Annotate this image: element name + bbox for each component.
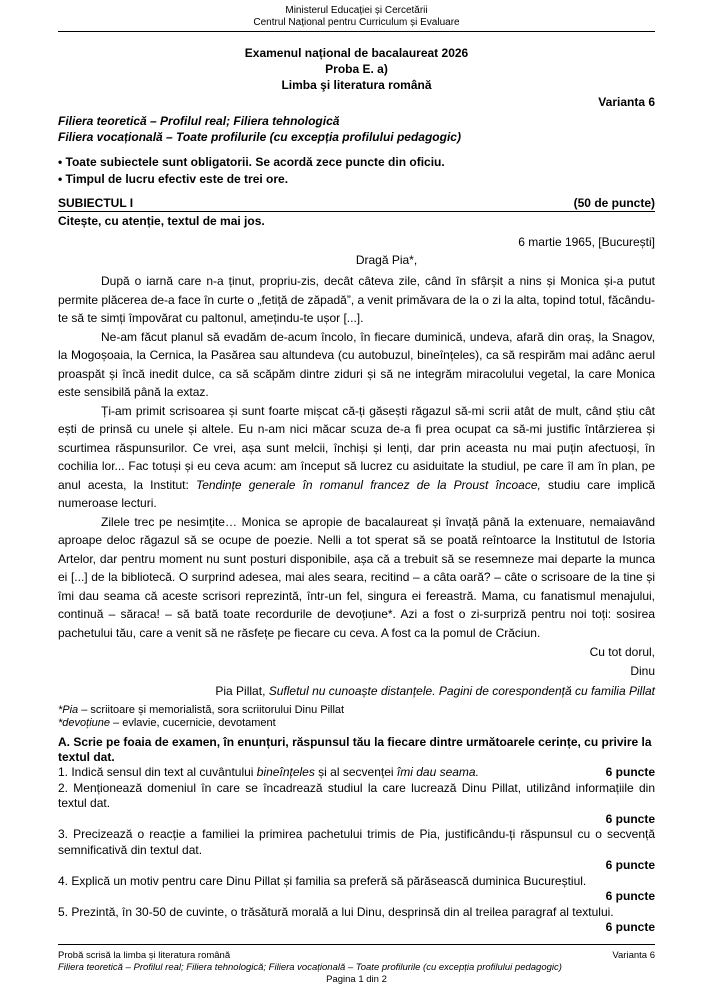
text-source — [58, 683, 655, 700]
rule-item: • Toate subiectele sunt obligatorii. Se acordă zece puncte din oficiu. — [58, 155, 445, 169]
source-work: Sufletul nu cunoaște distanțele. Pagini de corespondență cu familia Pillat — [268, 684, 655, 698]
general-rules — [58, 154, 655, 188]
letter-paragraph: Ne-am făcut planul să evadăm de-acum încolo, în fiecare duminică, undeva, afară din oraș, la Snagov, la Mogoșoaia, la Cernica, la Pasărea sau altundeva (cu autobuzul, bineînțeles), ca să respirăm mai adânc aerul proaspăt și încă inedit dulce, ca să scăpăm dintre ziduri și să ne integrăm miracolului vegetal, la care Monica este sensibilă până la extaz. — [58, 329, 655, 399]
exam-title-block — [58, 45, 655, 93]
footer-subject: Probă scrisă la limba și literatura română — [58, 950, 231, 961]
letter-paragraph: Zilele trec pe nesimțite… Monica se apropie de bacalaureat și învață până la extenuare, nemaiavând aproape deloc răgazul să se ocupe de poezie. Nelli a tot sperat să se poată reîntoarce la Institutul de Istoria Artelor, dar pentru moment nu sunt posturi disponibile, așa că a trebuit să se resemneze mai departe la munca ei [...] de la bibliotecă. O surprind adesea, mai ales seara, recitind – a câta oară? – câte o scrisoare de la tine și îmi dau seama că aceste scrisori reprezintă, într-un fel, singura ei fereastră. Mama, cu fanatismul menajului, continuă – săraca! – să bată toate recordurile de devoțiune*. Azi a fost o zi-surpriză pentru noi toți: sosirea pachetului tău, care a venit să ne răsfețe pe fiecare cu ceva. A fost ca la pomul de Crăciun. — [58, 514, 655, 640]
footnote — [58, 704, 655, 717]
subject-title: SUBIECTUL I — [58, 196, 134, 210]
requirement-points: 6 puncte — [605, 765, 655, 779]
study-title: Tendințe generale în romanul francez de la Proust încoace, — [195, 477, 541, 492]
exam-page — [58, 0, 655, 936]
letter-closing: Cu tot dorul, — [589, 645, 655, 659]
letter-greeting: Dragă Pia*, — [355, 253, 418, 267]
requirement-item — [58, 905, 655, 936]
center-name: Centrul Național pentru Curriculum și Evaluare — [253, 17, 460, 28]
requirement-text: 4. Explică un motiv pentru care Dinu Pillat și familia sa preferă să părăsească duminica Bucureștiul. — [58, 873, 587, 888]
requirement-text: 2. Menționează domeniul în care se încadrează studiul la care lucrează Dinu Pillat, utilizând informațiile din textul dat. — [58, 780, 655, 810]
exam-title: Examenul național de bacalaureat 2026 — [244, 46, 469, 60]
requirement-item — [58, 781, 655, 828]
requirement-quoted-word: bineînțeles — [256, 765, 315, 779]
letter-signoff — [58, 643, 655, 680]
footnotes — [58, 704, 655, 730]
letter-signature: Dinu — [630, 663, 655, 678]
requirements-title: A. Scrie pe foaia de examen, în enunțuri, răspunsul tău la fiecare dintre următoarele cerințe, cu privire la textul dat. — [58, 735, 652, 764]
footnote-term: *Pia — [58, 704, 79, 716]
requirement-points: 6 puncte — [605, 920, 655, 934]
filiere-block — [58, 113, 655, 145]
letter-paragraph — [58, 402, 655, 513]
requirement-text-part: 1. Indică sensul din text al cuvântului — [58, 765, 257, 779]
page-header — [58, 0, 655, 29]
requirement-item — [58, 827, 655, 874]
requirement-text — [58, 765, 479, 781]
subject-points: (50 de puncte) — [573, 196, 655, 210]
footer-filiere: Filiera teoretică – Profilul real; Filiera tehnologică; Filiera vocațională – Toate profilurile (cu excepția profilului pedagogic) — [58, 962, 562, 973]
header-rule — [58, 31, 655, 32]
filiere-line-2: Filiera vocațională – Toate profilurile (cu excepția profilului pedagogic) — [58, 130, 461, 144]
source-author: Pia Pillat, — [215, 684, 266, 698]
footnote-term: *devoțiune — [58, 717, 110, 729]
requirement-item — [58, 765, 655, 781]
subject-heading — [58, 196, 655, 212]
variant-label: Varianta 6 — [598, 95, 655, 109]
filiere-line-1: Filiera teoretică – Profilul real; Filiera tehnologică — [58, 114, 340, 128]
requirement-text: 5. Prezintă, în 30-50 de cuvinte, o trăsătură morală a lui Dinu, desprinsă din al treilea paragraf al textului. — [58, 904, 614, 919]
page-footer — [58, 944, 655, 986]
footnote — [58, 717, 655, 730]
requirement-text-part: și al secvenței — [314, 765, 397, 779]
footnote-text: – evlavie, cucernicie, devotament — [110, 717, 276, 729]
footer-row — [58, 950, 655, 962]
page-number: Pagina 1 din 2 — [326, 974, 387, 985]
exam-subject: Limba şi literatura română — [281, 78, 432, 92]
study-tail: studiu care implică numeroase lecturi. — [58, 477, 656, 510]
footer-variant: Varianta 6 — [612, 950, 655, 961]
requirement-points: 6 puncte — [605, 811, 655, 826]
letter-paragraph-text: Ți-am primit scrisoarea și sunt foarte mișcat că-ți găsești răgazul să-mi scrii atât de mult, când știu cât ești de prinsă cu unele și altele. Eu n-am nici măcar scuza de-a fi prea ocupat ca să-mi justific întârzierea și scurtimea răspunsurilor. Ce vrei, așa sunt melcii, închiși și lenți, dar prin aceasta nu mai puțin afectuoși, în cochilia lor... Fac totuși și eu ceva acum: am început să lucrez cu asiduitate la studiul, pe care îl am în plan, pe anul acesta, la Institut: — [58, 403, 655, 492]
exam-proba: Proba E. a) — [325, 62, 388, 76]
letter-date: 6 martie 1965, [București] — [518, 235, 655, 249]
requirement-text: 3. Precizează o reacție a familiei la primirea pachetului trimis de Pia, justificându-ți răspunsul cu o secvență semnificativă din textul dat. — [58, 827, 655, 857]
requirements-list — [58, 765, 655, 936]
rule-item: • Timpul de lucru efectiv este de trei ore. — [58, 172, 289, 186]
ministry-name: Ministerul Educației și Cercetării — [285, 5, 428, 16]
requirement-quoted-phrase: îmi dau seama. — [396, 765, 479, 779]
requirement-points: 6 puncte — [605, 889, 655, 903]
requirement-item — [58, 874, 655, 905]
footnote-text: – scriitoare și memorialistă, sora scriitorului Dinu Pillat — [78, 704, 345, 716]
subject-instruction: Citește, cu atenție, textul de mai jos. — [58, 214, 265, 228]
letter-body — [58, 272, 655, 642]
requirement-points: 6 puncte — [605, 858, 655, 872]
letter-paragraph: După o iarnă care n-a ținut, propriu-zis, decât câteva zile, când în sfârșit a nins și Monica și-a putut permite plăcerea de-a face în curte o „fetiță de zăpadă”, a venit primăvara de la o zi la alta, topind totul, făcându-te să te simți împovărat cu paltonul, amețindu-te ușor [...]. — [58, 274, 656, 325]
